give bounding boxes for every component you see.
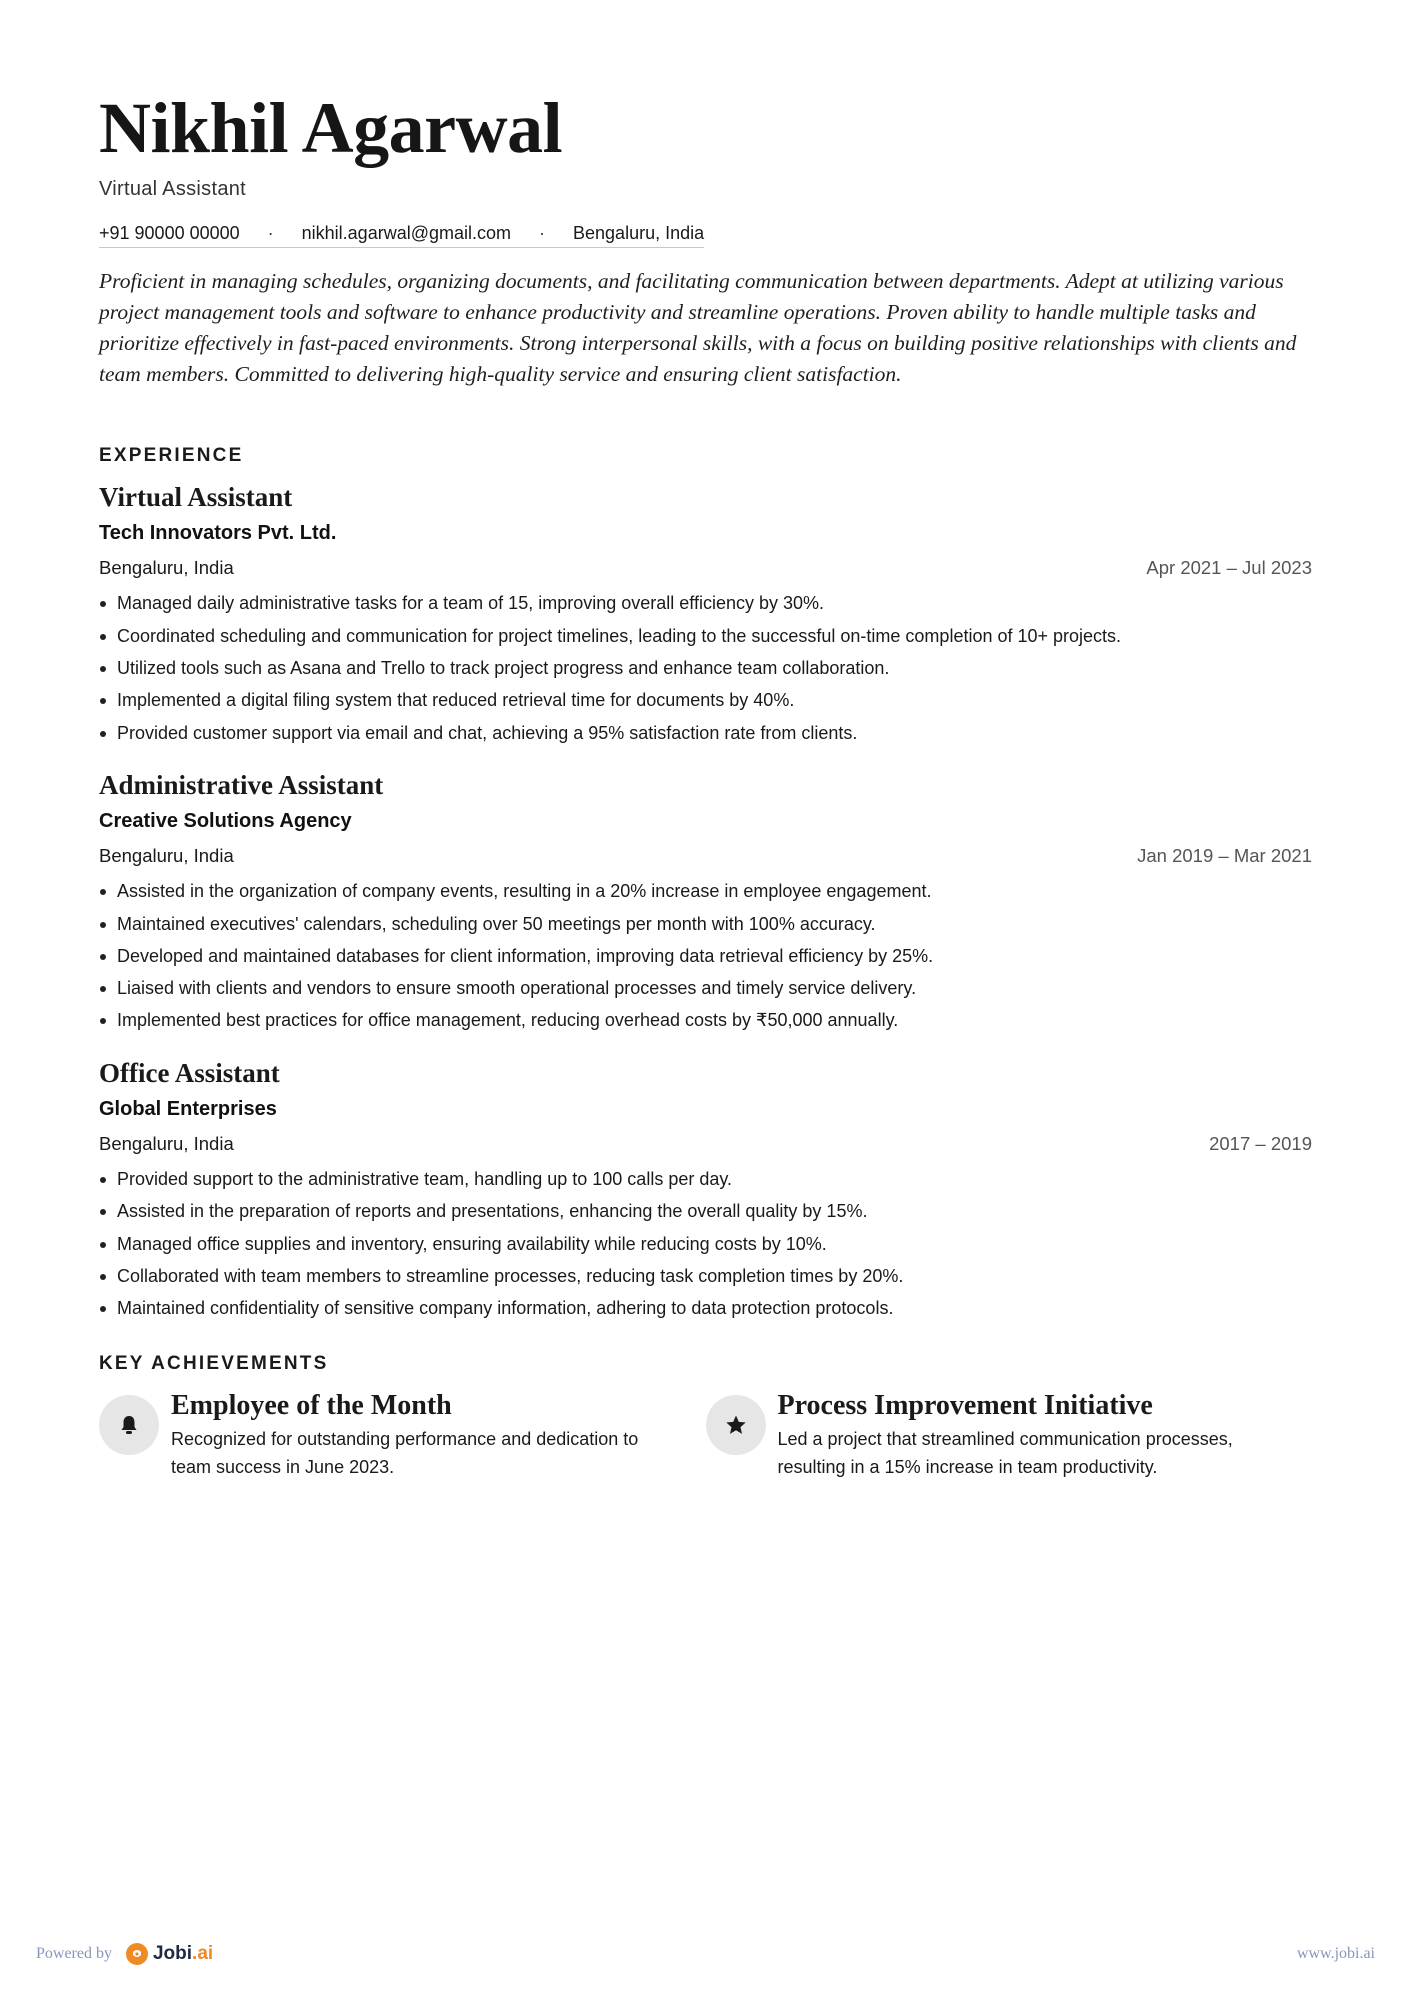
achievement-item [706,1391,1313,1482]
job-dates: Apr 2021 – Jul 2023 [1146,557,1312,579]
job-company: Tech Innovators Pvt. Ltd. [99,522,337,545]
job-bullet: Collaborated with team members to streamline processes, reducing task completion times by 20%. [99,1260,1312,1292]
experience-heading: EXPERIENCE [99,445,244,466]
achievement-item [99,1391,706,1482]
job-bullets [99,587,1312,748]
contact-row [99,223,704,248]
job-meta [99,845,1312,867]
job-bullets [99,875,1312,1036]
footer-site-link[interactable]: www.jobi.ai [1296,1945,1375,1962]
job-bullet: Developed and maintained databases for client information, improving data retrieval efficiency by 25%. [99,940,1312,972]
achievement-title: Employee of the Month [171,1389,452,1421]
job-location: Bengaluru, India [99,845,234,867]
job-meta [99,557,1312,579]
job-company: Creative Solutions Agency [99,810,352,833]
achievements-grid [99,1391,1312,1482]
job-bullet: Utilized tools such as Asana and Trello to track project progress and enhance team collaboration. [99,652,1312,684]
candidate-name: Nikhil Agarwal [99,88,563,168]
achievement-description: Led a project that streamlined communication processes, resulting in a 15% increase in team productivity. [777,1429,1233,1478]
achievement-description: Recognized for outstanding performance and dedication to team success in June 2023. [171,1429,639,1478]
job-title: Office Assistant [99,1057,280,1088]
job-bullet: Managed daily administrative tasks for a team of 15, improving overall efficiency by 30%. [99,587,1312,619]
job-bullet: Maintained executives' calendars, scheduling over 50 meetings per month with 100% accuracy. [99,908,1312,940]
job-title: Administrative Assistant [99,769,384,800]
job-bullet: Assisted in the organization of company events, resulting in a 20% increase in employee engagement. [99,875,1312,907]
brand-suffix: .ai [192,1943,214,1964]
job-dates: Jan 2019 – Mar 2021 [1137,845,1312,867]
job-bullet: Implemented best practices for office management, reducing overhead costs by ₹50,000 annually. [99,1004,1312,1036]
summary-paragraph: Proficient in managing schedules, organizing documents, and facilitating communication between departments. Adept at utilizing various project management tools and software to enhance productivity and streamline operations. Proven ability to handle multiple tasks and prioritize effectively in fast-paced environments. Strong interpersonal skills, with a focus on building positive relationships with clients and team members. Committed to delivering high-quality service and ensuring client satisfaction. [99,269,1297,386]
contact-location: Bengaluru, India [573,223,705,243]
job-company: Global Enterprises [99,1098,277,1121]
contact-separator: · [539,223,546,243]
contact-email[interactable]: nikhil.agarwal@gmail.com [301,223,512,243]
job-bullet: Provided customer support via email and chat, achieving a 95% satisfaction rate from clients. [99,717,1312,749]
bell-icon [99,1395,159,1455]
job-bullet: Implemented a digital filing system that reduced retrieval time for documents by 40%. [99,684,1312,716]
job-location: Bengaluru, India [99,557,234,579]
job-title: Virtual Assistant [99,482,293,512]
brand-main: Jobi [152,1943,193,1964]
job-bullets [99,1163,1312,1324]
job-dates: 2017 – 2019 [1209,1133,1312,1155]
job-bullet: Coordinated scheduling and communication for project timelines, leading to the successful on-time completion of 10+ projects. [99,620,1312,652]
job-bullet: Liaised with clients and vendors to ensure smooth operational processes and timely service delivery. [99,972,1312,1004]
job-entry [99,769,1312,1037]
star-icon [706,1395,766,1455]
jobi-logo[interactable] [126,1943,213,1965]
achievements-heading: KEY ACHIEVEMENTS [99,1352,329,1374]
job-bullet: Assisted in the preparation of reports and presentations, enhancing the overall quality by 15%. [99,1195,1312,1227]
job-bullet: Provided support to the administrative team, handling up to 100 calls per day. [99,1163,1312,1195]
powered-by-label: Powered by [36,1945,112,1962]
candidate-headline: Virtual Assistant [99,178,247,200]
jobi-logo-icon [126,1943,148,1965]
job-bullet: Managed office supplies and inventory, ensuring availability while reducing costs by 10%. [99,1228,1312,1260]
contact-separator: · [267,223,274,243]
contact-phone: +91 90000 00000 [99,223,240,243]
powered-by [36,1943,213,1965]
job-entry [99,1057,1312,1325]
job-entry [99,481,1312,749]
page-footer [36,1943,1375,1965]
job-meta [99,1133,1312,1155]
job-bullet: Maintained confidentiality of sensitive company information, adhering to data protection protocols. [99,1292,1312,1324]
job-location: Bengaluru, India [99,1133,234,1155]
achievement-title: Process Improvement Initiative [777,1389,1153,1421]
